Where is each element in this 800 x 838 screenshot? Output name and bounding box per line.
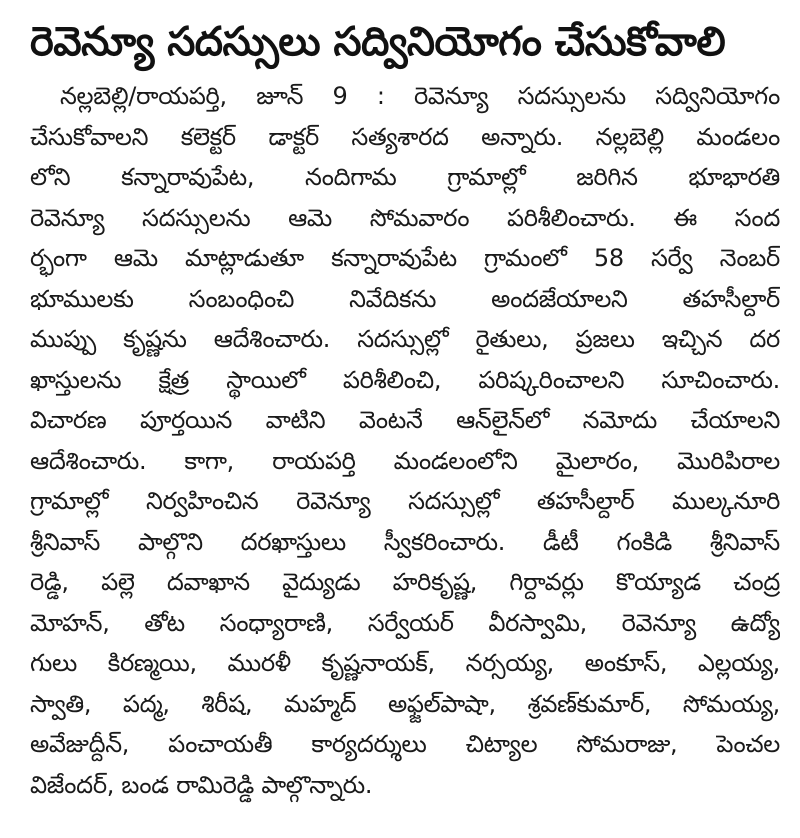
article-line-18: విజేందర్, బండ రామిరెడ్డి పాల్గొన్నారు. [30,770,373,799]
article-line-16: స్వాతి, పద్మ, శిరీష, మహ్మద్ అఫ్జల్‌పాషా, శ్రవణ్‌కుమార్, సోమయ్య, [30,689,780,718]
article-line-10: ఆదేశించారు. కాగా, రాయపర్తి మండలంలోని మైలారం, మొరిపిరాల [30,446,780,475]
article-line-4: రెవెన్యూ సదస్సులను ఆమె సోమవారం పరిశీలించారు. ఈ సంద [30,203,780,232]
article-line-7: ముప్పు కృష్ణను ఆదేశించారు. సదస్సుల్లో రైతులు, ప్రజలు ఇచ్చిన దర [30,325,780,353]
article-line-1: నల్లబెల్లి/రాయపర్తి, జూన్ 9 : రెవెన్యూ సదస్సులను సద్వినియోగం [60,82,780,110]
article-line-17: అవేజుద్దీన్, పంచాయతీ కార్యదర్శులు చిట్యాల సోమరాజు, పెంచల [30,730,780,758]
article-line-15: గులు కిరణ్మయి, మురళీ కృష్ణనాయక్, నర్సయ్య, అంకూస్, ఎల్లయ్య, [30,649,780,677]
article-line-2: చేసుకోవాలని కలెక్టర్ డాక్టర్ సత్యశారద అన్నారు. నల్లబెల్లి మండలం [30,122,780,151]
article-line-11: గ్రామాల్లో నిర్వహించిన రెవెన్యూ సదస్సుల్లో తహసీల్దార్ ముల్కనూరి [30,487,780,515]
article-headline: రెవెన్యూ సదస్సులు సద్వినియోగం చేసుకోవాలి [30,19,726,65]
article-line-6: భూములకు సంబంధించి నివేదికను అందజేయాలని తహసీల్దార్ [30,284,780,313]
article-line-5: ర్భంగా ఆమె మాట్లాడుతూ కన్నారావుపేట గ్రామంలో 58 సర్వే నెంబర్ [30,244,780,272]
article-line-8: ఖాస్తులను క్షేత్ర స్థాయిలో పరిశీలించి, పరిష్కరించాలని సూచించారు. [30,365,780,394]
article-line-3: లోని కన్నారావుపేట, నందిగామ గ్రామాల్లో జరిగిన భూభారతి [30,163,780,191]
article-line-12: శ్రీనివాస్ పాల్గొని దరఖాస్తులు స్వీకరించారు. డీటీ గంకిడి శ్రీనివాస్ [30,527,780,556]
article-line-9: విచారణ పూర్తయిన వాటిని వెంటనే ఆన్‌లైన్‌లో నమోదు చేయాలని [30,406,780,434]
article-body [30,76,780,805]
article-line-13: రెడ్డి, పల్లె దవాఖాన వైద్యుడు హరికృష్ణ, గిర్దావర్లు కొయ్యాడ చంద్ర [30,568,780,596]
article-line-14: మోహన్, తోట సంధ్యారాణి, సర్వేయర్ వీరస్వామి, రెవెన్యూ ఉద్యో [30,608,780,637]
